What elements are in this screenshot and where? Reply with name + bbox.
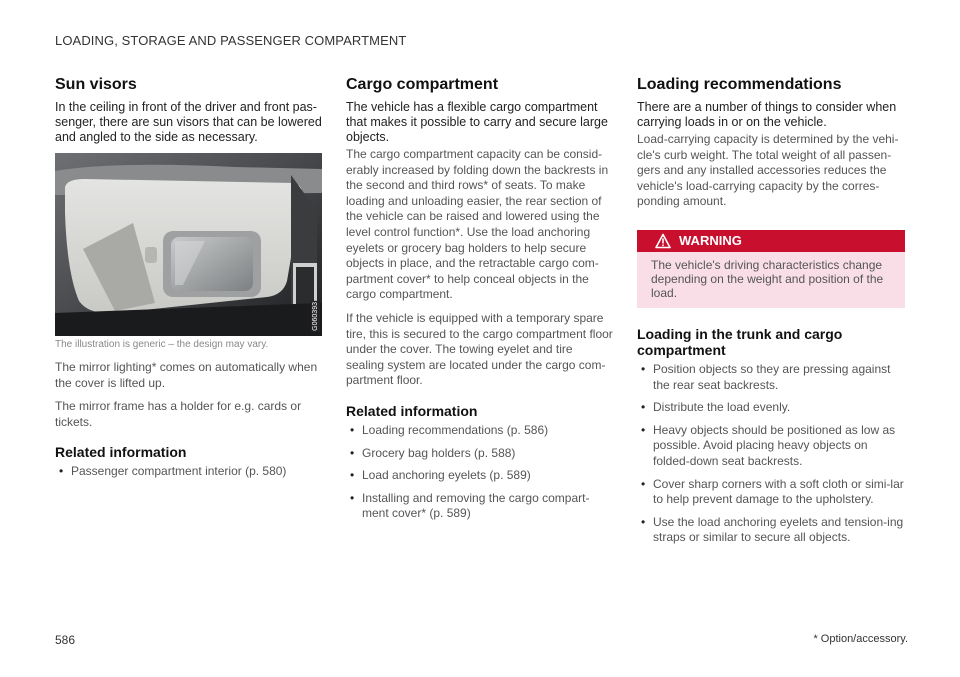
sun-visor-image (55, 153, 322, 336)
list-item[interactable] (346, 468, 613, 484)
bullet-icon: • (350, 468, 355, 483)
warning-box (637, 230, 905, 308)
list-item (637, 477, 904, 508)
warning-triangle-icon (655, 233, 671, 249)
cargo-compartment-section (346, 76, 613, 529)
related-info-list (55, 464, 322, 480)
sun-visor-illustration (55, 153, 322, 336)
sun-visors-section (55, 76, 322, 487)
list-item (637, 400, 904, 416)
paragraph: The mirror frame has a holder for e.g. cards or tickets. (55, 399, 302, 429)
figure-caption: The illustration is generic – the design may vary. (55, 339, 269, 350)
list-item (637, 423, 904, 470)
paragraph: If the vehicle is equipped with a temporary spare tire, this is secured to the cargo compartment floor under the cover. The towing eyelet and tire sealing system are located under the cargo com-partment floor. (346, 310, 613, 388)
bullet-icon: • (641, 361, 646, 376)
warning-text: The vehicle's driving characteristics change depending on the weight and position of the load. (637, 252, 905, 308)
bullet-icon: • (641, 422, 646, 437)
list-item[interactable] (55, 464, 322, 480)
related-link[interactable]: Loading recommendations (p. 586) (362, 422, 549, 437)
list-item[interactable] (346, 423, 613, 439)
related-link[interactable]: Passenger compartment interior (p. 580) (71, 464, 287, 479)
subsection-title: Loading in the trunk and cargo compartment (637, 325, 843, 358)
bullet-icon: • (641, 514, 646, 529)
figure-code: G060393 (312, 302, 319, 331)
bullet-icon: • (350, 422, 355, 437)
list-item[interactable] (346, 491, 613, 522)
loading-recommendations-section (637, 76, 904, 553)
section-title: Cargo compartment (346, 76, 499, 93)
page-header: LOADING, STORAGE AND PASSENGER COMPARTMENT (55, 33, 407, 48)
bullet-icon: • (641, 476, 646, 491)
paragraph: Load-carrying capacity is determined by the vehi-cle's curb weight. The total weight of all passen-gers and any installed accessories reduces the vehicle's load-carrying capacity by the corres-ponding amount. (637, 132, 899, 209)
list-item-text: Heavy objects should be positioned as low as possible. Avoid placing heavy objects on folded-down seat backrests. (653, 422, 896, 468)
loading-tips-list (637, 362, 904, 546)
section-lead: The vehicle has a flexible cargo compartment that makes it possible to carry and secure large objects. (346, 100, 608, 144)
list-item-text: Position objects so they are pressing against the rear seat backrests. (653, 361, 891, 392)
section-lead: There are a number of things to consider when carrying loads in or on the vehicle. (637, 100, 897, 129)
section-title: Sun visors (55, 76, 137, 93)
bullet-icon: • (350, 445, 355, 460)
related-info-heading: Related information (55, 444, 187, 461)
list-item[interactable] (346, 446, 613, 462)
paragraph: The mirror lighting* comes on automatically when the cover is lifted up. (55, 360, 318, 390)
list-item-text: Distribute the load evenly. (653, 400, 791, 415)
bullet-icon: • (59, 464, 64, 479)
related-link[interactable]: Load anchoring eyelets (p. 589) (362, 468, 531, 483)
page-number: 586 (55, 633, 76, 647)
section-title: Loading recommendations (637, 76, 842, 93)
warning-title: WARNING (679, 233, 742, 249)
footnote: * Option/accessory. (813, 633, 908, 645)
bullet-icon: • (641, 400, 646, 415)
list-item-text: Use the load anchoring eyelets and tension-ing straps or similar to secure all objects. (653, 514, 904, 545)
list-item-text: Cover sharp corners with a soft cloth or simi-lar to help prevent damage to the upholstery. (653, 476, 904, 507)
list-item (637, 362, 904, 393)
related-info-heading: Related information (346, 402, 478, 419)
related-info-list (346, 423, 613, 522)
section-lead: In the ceiling in front of the driver and front pas-senger, there are sun visors that can be lowered and angled to the side as necessary. (55, 100, 322, 144)
warning-header (637, 230, 905, 252)
related-link[interactable]: Installing and removing the cargo compart-ment cover* (p. 589) (362, 490, 590, 521)
paragraph: The cargo compartment capacity can be consid-erably increased by folding down the backrests in the second and third rows* of seats. To make loading and unloading easier, the rear section of the vehicle can be raised and lowered using the level control function*. Use the load anchoring eyelets or grocery bag holders to help secure objects in place, and the retractable cargo com-partment cover* to help conceal objects in the cargo compartment. (346, 147, 609, 302)
bullet-icon: • (350, 490, 355, 505)
related-link[interactable]: Grocery bag holders (p. 588) (362, 445, 516, 460)
list-item (637, 515, 904, 546)
